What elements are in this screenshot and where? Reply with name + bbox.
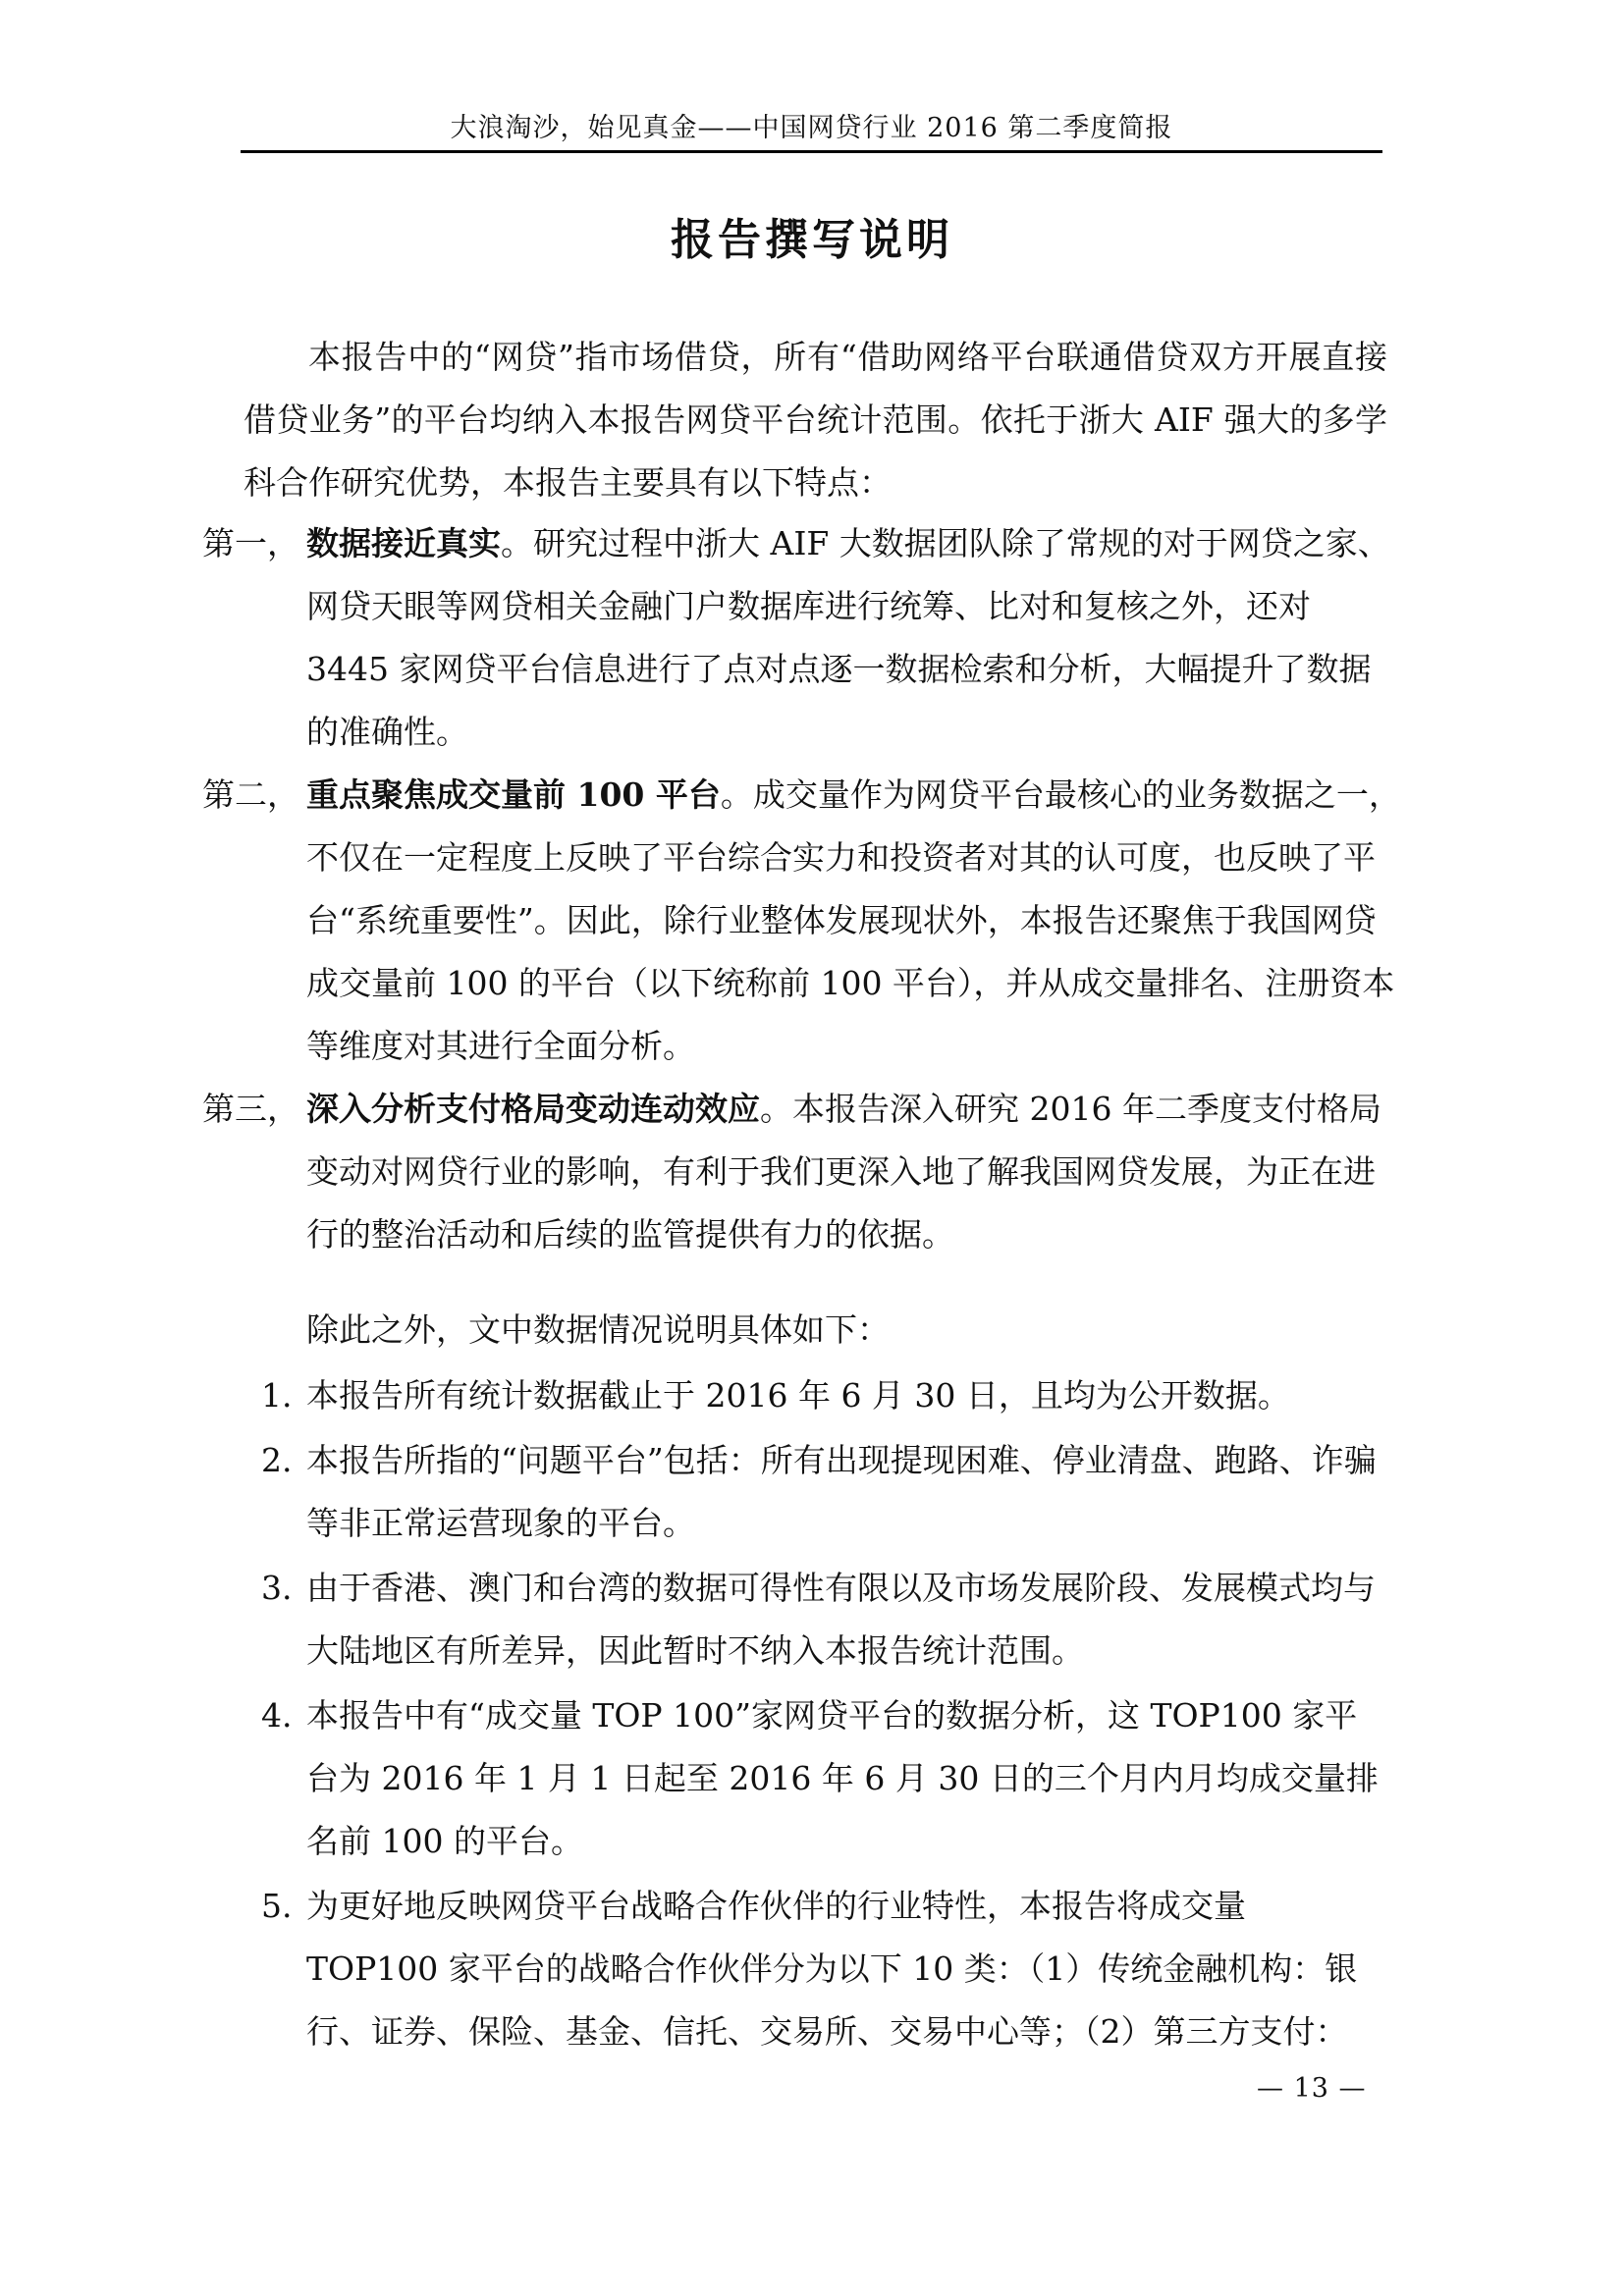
list-item: [261, 1875, 1386, 2063]
feature-text: 。研究过程中浙大 AIF 大数据团队除了常规的对于网贷之家、网贷天眼等网贷相关金融门户数据库进行统筹、比对和复核之外，还对 3445 家网贷平台信息进行了点对点逐一数据检索和分析，大幅提升了数据的准确性。: [306, 524, 1390, 751]
list-number: 2.: [261, 1441, 293, 1479]
header-divider: [241, 150, 1382, 153]
feature-heading: 深入分析支付格局变动连动效应: [306, 1090, 760, 1128]
list-item: [261, 1684, 1386, 1873]
feature-heading: 重点聚焦成交量前 100 平台: [306, 775, 721, 814]
page-number: — 13 —: [1257, 2073, 1367, 2104]
list-item: [261, 1557, 1386, 1682]
list-item: [261, 1429, 1386, 1555]
feature-label: 第三，: [202, 1090, 299, 1128]
list-text: 本报告所有统计数据截止于 2016 年 6 月 30 日，且均为公开数据。: [306, 1376, 1290, 1415]
list-number: 4.: [261, 1696, 293, 1735]
page-title: 报告撰写说明: [671, 215, 953, 265]
list-text: 本报告中有“成交量 TOP 100”家网贷平台的数据分析，这 TOP100 家平台为 2016 年 1 月 1 日起至 2016 年 6 月 30 日的三个月内月均成交量排名前 100 的平台。: [306, 1696, 1379, 1860]
running-header: 大浪淘沙，始见真金——中国网贷行业 2016 第二季度简报: [450, 113, 1173, 143]
data-notes-intro: 除此之外，文中数据情况说明具体如下：: [306, 1310, 890, 1349]
list-number: 5.: [261, 1887, 293, 1925]
feature-label: 第一，: [202, 524, 299, 562]
list-text: 为更好地反映网贷平台战略合作伙伴的行业特性，本报告将成交量 TOP100 家平台的战略合作伙伴分为以下 10 类：（1）传统金融机构：银行、证券、保险、基金、信托、交易所、交易中心等；（2）第三方支付：: [306, 1887, 1358, 2051]
list-item: [261, 1364, 1386, 1427]
intro-paragraph: 本报告中的“网贷”指市场借贷，所有“借助网络平台联通借贷双方开展直接借贷业务”的平台均纳入本报告网贷平台统计范围。依托于浙大 AIF 强大的多学科合作研究优势，本报告主要具有以下特点：: [244, 338, 1387, 502]
feature-heading: 数据接近真实: [306, 524, 501, 562]
feature-item-3: [202, 1078, 1401, 1266]
feature-label: 第二，: [202, 775, 299, 814]
list-text: 本报告所指的“问题平台”包括：所有出现提现困难、停业清盘、跑路、诈骗等非正常运营现象的平台。: [306, 1441, 1377, 1542]
feature-item-2: [202, 764, 1401, 1078]
feature-item-1: [202, 512, 1401, 764]
list-number: 3.: [261, 1569, 293, 1607]
feature-text: 。本报告深入研究 2016 年二季度支付格局变动对网贷行业的影响，有利于我们更深入地了解我国网贷发展，为正在进行的整治活动和后续的监管提供有力的依据。: [306, 1090, 1381, 1254]
feature-text: 。成交量作为网贷平台最核心的业务数据之一，不仅在一定程度上反映了平台综合实力和投资者对其的认可度，也反映了平台“系统重要性”。因此，除行业整体发展现状外，本报告还聚焦于我国网贷成交量前 100 的平台（以下统称前 100 平台），并从成交量排名、注册资本等维度对其进行全面分析。: [306, 775, 1401, 1065]
list-text: 由于香港、澳门和台湾的数据可得性有限以及市场发展阶段、发展模式均与大陆地区有所差异，因此暂时不纳入本报告统计范围。: [306, 1569, 1376, 1670]
list-number: 1.: [261, 1376, 293, 1415]
